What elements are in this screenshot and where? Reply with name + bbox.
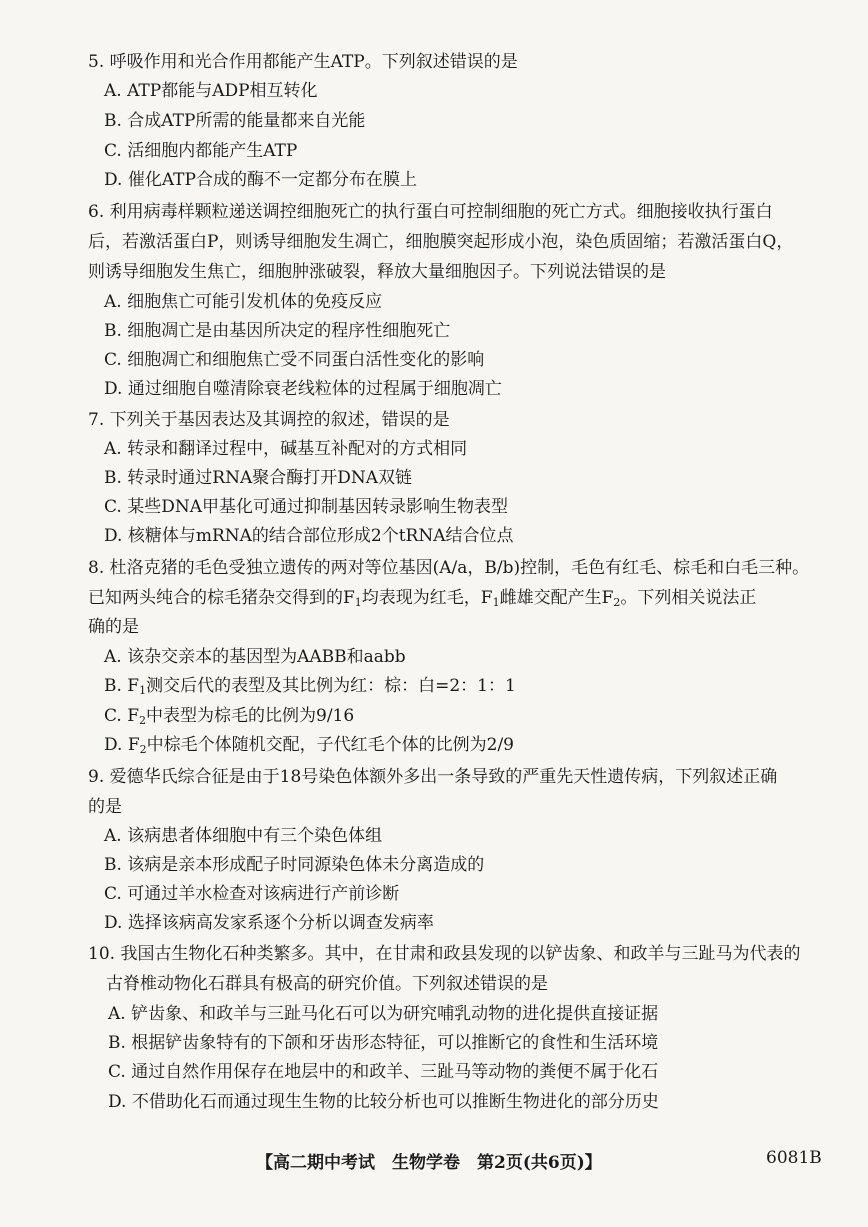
question-9-stem-line-2: 的是: [88, 797, 122, 817]
question-5-option-d: D. 催化ATP合成的酶不一定都分布在膜上: [104, 170, 417, 190]
question-8-stem-part-d: 。下列相关说法正: [620, 588, 757, 608]
question-6-stem-line-3: 则诱导细胞发生焦亡，细胞肿涨破裂，释放大量细胞因子。下列说法错误的是: [88, 262, 666, 282]
question-10-stem-line-1: 10. 我国古生物化石种类繁多。其中，在甘肃和政县发现的以铲齿象、和政羊与三趾马为代表的: [88, 944, 801, 964]
question-5-option-a: A. ATP都能与ADP相互转化: [104, 81, 318, 101]
question-5-option-c: C. 活细胞内都能产生ATP: [104, 141, 298, 161]
question-10-option-d: D. 不借助化石而通过现生生物的比较分析也可以推断生物进化的部分历史: [108, 1092, 659, 1112]
question-8-stem-line-2: [88, 586, 756, 615]
question-8-stem-part-b: 均表现为红毛，F: [361, 588, 493, 608]
subscript-2: 2: [613, 596, 621, 609]
question-10-option-a: A. 铲齿象、和政羊与三趾马化石可以为研究哺乳动物的进化提供直接证据: [108, 1004, 659, 1024]
question-7-option-b: B. 转录时通过RNA聚合酶打开DNA双链: [104, 468, 413, 488]
page-footer-title: 【高二期中考试 生物学卷 第2页(共6页)】: [256, 1153, 602, 1173]
question-8-option-d: D. $F_2$中棕毛个体随机交配，子代红毛个体的比例为2/9: [104, 735, 514, 756]
question-5-option-b: B. 合成ATP所需的能量都来自光能: [104, 111, 366, 131]
question-6-stem-line-1: 6. 利用病毒样颗粒递送调控细胞死亡的执行蛋白可控制细胞的死亡方式。细胞接收执行蛋白: [88, 202, 773, 222]
page-footer-code: 6081B: [766, 1148, 822, 1168]
question-9-option-d: D. 选择该病高发家系逐个分析以调查发病率: [104, 913, 434, 933]
question-7-stem: 7. 下列关于基因表达及其调控的叙述，错误的是: [88, 410, 450, 430]
question-7-option-d: D. 核糖体与mRNA的结合部位形成2个tRNA结合位点: [104, 526, 514, 546]
question-8-stem-line-1: 8. 杜洛克猪的毛色受独立遗传的两对等位基因(A/a，B/b)控制，毛色有红毛、棕毛和白毛三种。: [88, 558, 810, 578]
question-10-stem-line-2: 古脊椎动物化石群具有极高的研究价值。下列叙述错误的是: [106, 974, 548, 994]
question-8-option-b: B. $F_1$测交后代的表型及其比例为红：棕：白=2：1：1: [104, 676, 516, 697]
question-8-stem-line-3: 确的是: [88, 617, 139, 637]
question-6-option-c: C. 细胞凋亡和细胞焦亡受不同蛋白活性变化的影响: [104, 350, 485, 370]
question-7-option-c: C. 某些DNA甲基化可通过抑制基因转录影响生物表型: [104, 497, 508, 517]
question-9-option-a: A. 该病患者体细胞中有三个染色体组: [104, 826, 383, 846]
question-6-option-b: B. 细胞凋亡是由基因所决定的程序性细胞死亡: [104, 321, 451, 341]
question-9-option-c: C. 可通过羊水检查对该病进行产前诊断: [104, 884, 400, 904]
question-10-option-b: B. 根据铲齿象特有的下颌和牙齿形态特征，可以推断它的食性和生活环境: [108, 1033, 659, 1053]
subscript-1: 1: [139, 684, 147, 697]
question-9-option-b: B. 该病是亲本形成配子时同源染色体未分离造成的: [104, 855, 485, 875]
question-8-stem-part-c: 雌雄交配产生F: [499, 588, 614, 608]
question-6-option-a: A. 细胞焦亡可能引发机体的免疫反应: [104, 292, 383, 312]
question-8-option-c: C. $F_2$中表型为棕毛的比例为9/16: [104, 706, 355, 727]
question-10-option-c: C. 通过自然作用保存在地层中的和政羊、三趾马等动物的粪便不属于化石: [108, 1062, 659, 1082]
subscript-2: 2: [139, 743, 147, 756]
question-8-stem-part-a: 已知两头纯合的棕毛猪杂交得到的F: [88, 588, 355, 608]
question-7-option-a: A. 转录和翻译过程中，碱基互补配对的方式相同: [104, 439, 468, 459]
question-9-stem-line-1: 9. 爱德华氏综合征是由于18号染色体额外多出一条导致的严重先天性遗传病，下列叙述正确: [88, 767, 778, 787]
question-6-stem-line-2: 后，若激活蛋白P，则诱导细胞发生凋亡，细胞膜突起形成小泡，染色质固缩；若激活蛋白Q，: [88, 232, 794, 252]
subscript-2: 2: [139, 714, 147, 727]
question-8-option-a: A. 该杂交亲本的基因型为AABB和aabb: [104, 647, 406, 667]
subscript-1: 1: [354, 596, 362, 609]
subscript-1: 1: [492, 596, 500, 609]
question-6-option-d: D. 通过细胞自噬清除衰老线粒体的过程属于细胞凋亡: [104, 379, 502, 399]
question-5-stem: 5. 呼吸作用和光合作用都能产生ATP。下列叙述错误的是: [88, 52, 518, 72]
